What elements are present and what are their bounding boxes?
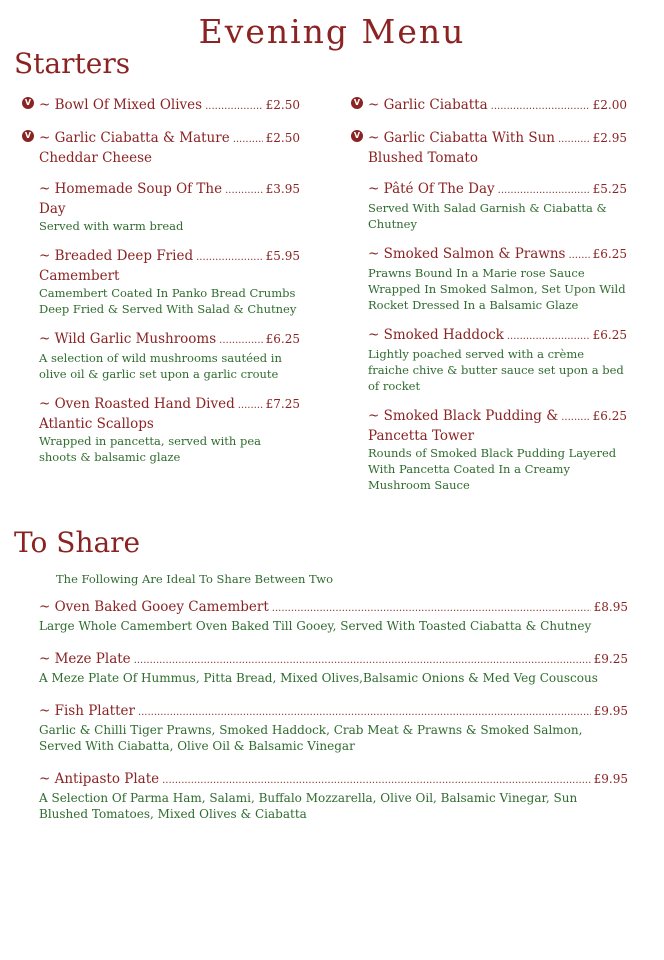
item-name-row: [22, 598, 628, 618]
item-name-continued: Blushed Tomato: [368, 150, 478, 166]
menu-item: [351, 326, 627, 394]
item-name-continued: Atlantic Scallops: [39, 416, 154, 432]
dot-leader: [238, 396, 263, 415]
dot-leader: [205, 97, 263, 116]
vegetarian-icon: V: [22, 130, 34, 142]
starters-right-column: [351, 96, 627, 506]
item-name-continued: Cheddar Cheese: [39, 150, 153, 166]
item-description: Large Whole Camembert Oven Baked Till Gooey, Served With Toasted Ciabatta & Chutney: [39, 619, 592, 633]
dot-leader: [272, 599, 591, 618]
item-name: ~ Pâté Of The Day: [368, 181, 495, 197]
item-name-row: [351, 96, 627, 116]
dot-leader: [233, 130, 263, 149]
menu-item: [351, 180, 627, 232]
item-name-row: [22, 395, 300, 415]
item-name-row: [351, 326, 627, 346]
menu-item: [22, 180, 300, 234]
item-description: Prawns Bound In a Marie rose Sauce Wrapped In Smoked Salmon, Set Upon Wild Rocket Dressed In a Balsamic Glaze: [368, 266, 626, 312]
item-name: ~ Garlic Ciabatta: [368, 97, 488, 113]
item-name: ~ Oven Roasted Hand Dived: [39, 396, 235, 412]
item-description: A selection of wild mushrooms sautéed in olive oil & garlic set upon a garlic croute: [39, 351, 282, 381]
item-name: ~ Wild Garlic Mushrooms: [39, 331, 217, 347]
dot-leader: [196, 248, 263, 267]
item-price: £9.25: [593, 652, 628, 666]
item-price: £7.25: [265, 397, 300, 411]
share-item: [22, 702, 628, 754]
starters-heading: Starters: [14, 47, 131, 80]
item-price: £6.25: [592, 409, 627, 423]
item-name-row: [351, 407, 627, 427]
dot-leader: [507, 327, 590, 346]
to-share-list: [22, 598, 628, 838]
menu-item: [351, 96, 627, 116]
item-name: ~ Bowl Of Mixed Olives: [39, 97, 203, 113]
dot-leader: [568, 246, 589, 265]
dot-leader: [225, 181, 263, 200]
item-description: Lightly poached served with a crème fraiche chive & butter sauce set upon a bed of rocket: [368, 347, 624, 393]
item-name-continued: Day: [39, 201, 66, 217]
vegetarian-icon: V: [22, 97, 34, 109]
dot-leader: [498, 181, 590, 200]
item-price: £2.95: [592, 131, 627, 145]
share-item: [22, 770, 628, 822]
item-name: ~ Fish Platter: [39, 703, 135, 719]
item-description: Garlic & Chilli Tiger Prawns, Smoked Haddock, Crab Meat & Prawns & Smoked Salmon, Served With Ciabatta, Olive Oil & Balsamic Vinegar: [39, 723, 583, 753]
dot-leader: [138, 703, 591, 722]
item-price: £2.50: [265, 98, 300, 112]
item-name: ~ Oven Baked Gooey Camembert: [39, 599, 269, 615]
item-name-row: [351, 180, 627, 200]
dot-leader: [134, 651, 591, 670]
item-name: ~ Breaded Deep Fried: [39, 248, 194, 264]
item-price: £5.25: [592, 182, 627, 196]
item-price: £9.95: [593, 772, 628, 786]
item-name-row: [22, 247, 300, 267]
menu-title: Evening Menu: [198, 12, 466, 51]
item-price: £5.95: [265, 249, 300, 263]
item-price: £9.95: [593, 704, 628, 718]
item-description: Camembert Coated In Panko Bread Crumbs Deep Fried & Served With Salad & Chutney: [39, 286, 297, 316]
item-name: ~ Homemade Soup Of The: [39, 181, 223, 197]
item-name-continued: Camembert: [39, 268, 120, 284]
vegetarian-icon: V: [351, 97, 363, 109]
item-name-continued: Pancetta Tower: [368, 428, 475, 444]
menu-item: [22, 330, 300, 382]
item-price: £8.95: [593, 600, 628, 614]
dot-leader: [219, 331, 262, 350]
item-name-row: [22, 180, 300, 200]
menu-item: [351, 129, 627, 167]
menu-item: [351, 245, 627, 313]
item-name: ~ Garlic Ciabatta With Sun: [368, 130, 555, 146]
menu-item: [22, 247, 300, 317]
menu-item: [22, 96, 300, 116]
dot-leader: [561, 408, 589, 427]
item-name-row: [351, 245, 627, 265]
item-description: Served with warm bread: [39, 219, 184, 233]
item-description: Served With Salad Garnish & Ciabatta & Chutney: [368, 201, 607, 231]
item-price: £2.50: [265, 131, 300, 145]
to-share-intro: The Following Are Ideal To Share Between Two: [56, 572, 334, 586]
item-description: Wrapped in pancetta, served with pea shoots & balsamic glaze: [39, 434, 261, 464]
item-description: A Selection Of Parma Ham, Salami, Buffalo Mozzarella, Olive Oil, Balsamic Vinegar, Sun Blushed Tomatoes, Mixed Olives & Ciabatta: [39, 791, 578, 821]
item-description: Rounds of Smoked Black Pudding Layered With Pancetta Coated In a Creamy Mushroom Sauce: [368, 446, 617, 492]
starters-left-column: [22, 96, 300, 478]
item-name: ~ Antipasto Plate: [39, 771, 160, 787]
dot-leader: [162, 771, 591, 790]
dot-leader: [491, 97, 590, 116]
dot-leader: [558, 130, 590, 149]
item-name-row: [22, 650, 628, 670]
item-price: £6.25: [265, 332, 300, 346]
item-name: ~ Smoked Black Pudding &: [368, 408, 559, 424]
item-name-row: [351, 129, 627, 149]
share-item: [22, 650, 628, 686]
vegetarian-icon: V: [351, 130, 363, 142]
item-price: £6.25: [592, 247, 627, 261]
menu-item: [22, 395, 300, 465]
item-name: ~ Meze Plate: [39, 651, 131, 667]
item-name: ~ Smoked Salmon & Prawns: [368, 246, 566, 262]
item-name-row: [22, 129, 300, 149]
item-price: £2.00: [592, 98, 627, 112]
item-name: ~ Smoked Haddock: [368, 327, 504, 343]
item-price: £6.25: [592, 328, 627, 342]
item-name-row: [22, 702, 628, 722]
menu-item: [22, 129, 300, 167]
share-item: [22, 598, 628, 634]
item-price: £3.95: [265, 182, 300, 196]
item-name-row: [22, 330, 300, 350]
to-share-heading: To Share: [14, 526, 141, 559]
menu-item: [351, 407, 627, 493]
item-name: ~ Garlic Ciabatta & Mature: [39, 130, 230, 146]
item-description: A Meze Plate Of Hummus, Pitta Bread, Mixed Olives,Balsamic Onions & Med Veg Couscous: [39, 671, 598, 685]
item-name-row: [22, 96, 300, 116]
item-name-row: [22, 770, 628, 790]
